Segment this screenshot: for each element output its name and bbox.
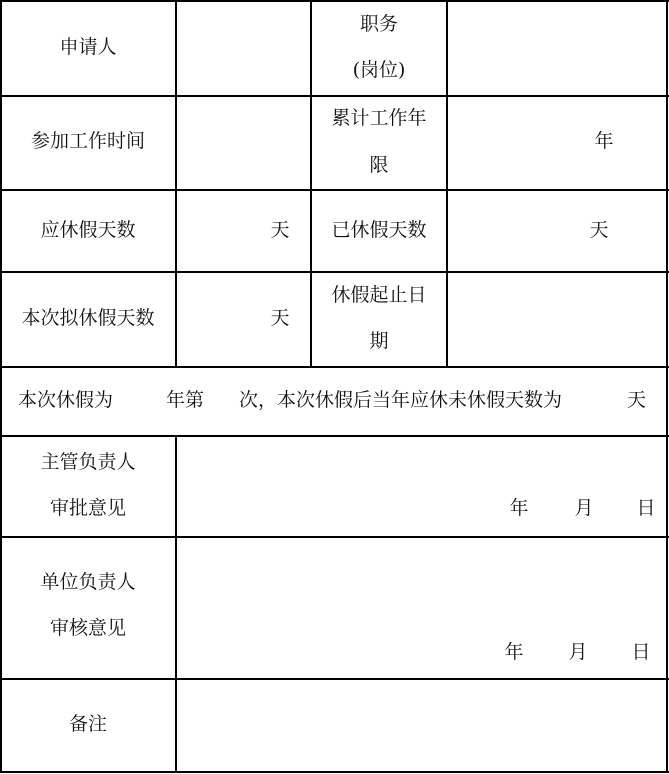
supervisor-label-line1: 主管负责人 — [40, 451, 136, 473]
supervisor-date-day: 日 — [636, 497, 656, 519]
summary-part-3: 次，本次休假后当年应休未休假天数为 — [239, 389, 563, 411]
applicant-value[interactable] — [183, 7, 303, 87]
taken-day-unit: 天 — [589, 219, 609, 241]
leave-period-label-line2: 期 — [369, 330, 389, 352]
cumulative-years-label-line1: 累计工作年 — [331, 107, 427, 129]
unit-head-date-month: 月 — [568, 641, 588, 663]
supervisor-date-month: 月 — [574, 497, 594, 519]
taken-days-label: 已休假天数 — [331, 219, 427, 241]
join-work-label: 参加工作时间 — [30, 130, 146, 152]
col-divider-2 — [310, 0, 312, 367]
entitled-day-unit: 天 — [270, 219, 290, 241]
col-divider-1-bottom — [175, 435, 177, 773]
position-label-line1: 职务 — [359, 13, 399, 35]
row-divider-7 — [0, 678, 669, 680]
col-divider-3 — [446, 0, 448, 367]
col-divider-1-top — [175, 0, 177, 367]
row-divider-3 — [0, 271, 669, 273]
entitled-days-label: 应休假天数 — [40, 219, 136, 241]
border-right — [666, 0, 668, 773]
unit-head-date-day: 日 — [631, 641, 651, 663]
summary-part-2: 年第 — [166, 389, 205, 411]
row-divider-4 — [0, 366, 669, 368]
row-divider-2 — [0, 189, 669, 191]
applicant-label: 申请人 — [59, 36, 117, 58]
remarks-label: 备注 — [68, 713, 108, 735]
year-unit: 年 — [594, 130, 614, 152]
summary-part-4: 天 — [627, 389, 647, 411]
position-label-line2: (岗位) — [352, 59, 406, 81]
row-divider-1 — [0, 95, 669, 97]
planned-days-label: 本次拟休假天数 — [21, 307, 155, 329]
unit-head-label-line2: 审核意见 — [49, 617, 127, 639]
supervisor-label-line2: 审批意见 — [49, 497, 127, 519]
border-bottom — [0, 771, 669, 773]
supervisor-date-year: 年 — [509, 497, 529, 519]
row-divider-5 — [0, 435, 669, 437]
leave-period-label-line1: 休假起止日 — [331, 284, 427, 306]
border-top — [0, 0, 669, 2]
cumulative-years-label-line2: 限 — [369, 154, 389, 176]
border-left — [0, 0, 2, 773]
unit-head-date-year: 年 — [504, 641, 524, 663]
planned-day-unit: 天 — [270, 307, 290, 329]
unit-head-label-line1: 单位负责人 — [40, 571, 136, 593]
row-divider-6 — [0, 536, 669, 538]
summary-part-1: 本次休假为 — [18, 389, 114, 411]
